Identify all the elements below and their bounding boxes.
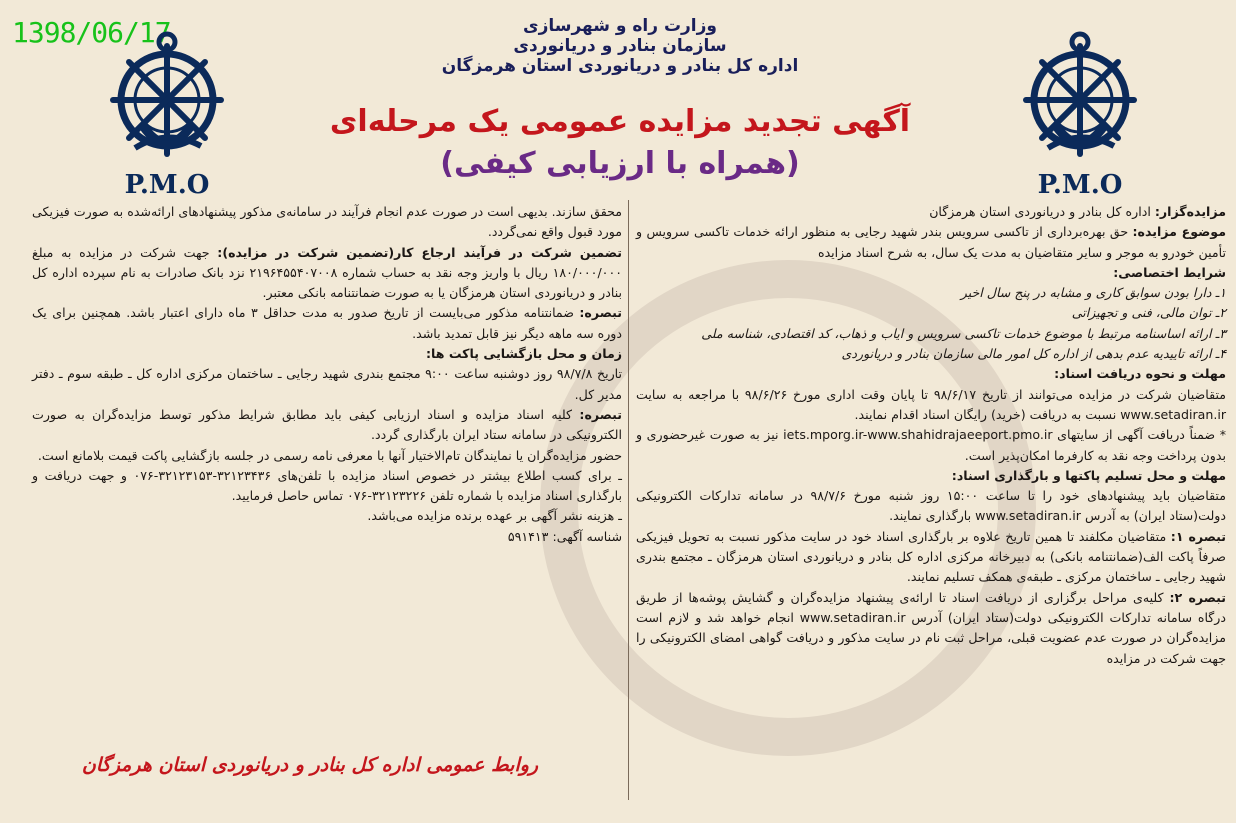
opening-text: تاریخ ۹۸/۷/۸ روز دوشنبه ساعت ۹:۰۰ مجتمع بندری شهید رجایی ـ ساختمان مرکزی اداره کل ـ طبقه سوم ـ دفتر مدیر کل. (32, 366, 623, 402)
attendance-text: حضور مزایده‌گران یا نمایندگان تام‌الاختیار آنها با معرفی نامه رسمی در جلسه بازگشایی پاکت قیمت بلامانع است. (37, 447, 622, 463)
ministry-name: وزارت راه و شهرسازی (522, 16, 717, 36)
receive-text: متقاضیان شرکت در مزایده می‌توانند از تاریخ ۹۸/۶/۱۷ تا پایان وقت اداری مورخ ۹۸/۶/۲۶ با مراجعه به سایت www.setadiran.ir نسبت به دریافت (خرید) رایگان اسناد اقدام نمایند. (636, 386, 1226, 422)
date-stamp: 1398/06/17 (12, 16, 171, 49)
column-divider (628, 200, 629, 800)
organizer-line: مزایده‌گزار: اداره کل بنادر و دریانوردی استان هرمزگان (929, 204, 1226, 219)
right-column (636, 202, 1226, 669)
conditions-heading: شرایط اختصاصی: (1113, 264, 1226, 280)
opening-heading: زمان و محل بازگشایی پاکت ها: (425, 346, 622, 362)
subject-line: موضوع مزایده: حق بهره‌برداری از تاکسی سرویس بندر شهید رجایی به منظور ارائه خدمات تاکسی سرویس و تأمین خودرو به موجر و سایر متقاضیان به مدت یک سال، به شرح اسناد مزایده (636, 224, 1226, 260)
receive-heading: مهلت و نحوه دریافت اسناد: (1054, 366, 1226, 382)
note-line: تبصره: ضمانتنامه مذکور می‌بایست از تاریخ صدور به مدت حداقل ۳ ماه دارای اعتبار باشد. همچنین برای یک دوره سه ماهه دیگر نیز قابل تمدید باشد. (32, 305, 622, 341)
note2-line: تبصره ۲: کلیه‌ی مراحل برگزاری از دریافت اسناد تا ارائه‌ی پیشنهاد مزایده‌گران و گشایش پوشه‌ها از طریق درگاه سامانه تدارکات الکترونیکی دولت(ستاد ایران) آدرس www.setadiran.ir انجام خواهد شد و لازم است مزایده‌گران در صورت عدم عضویت قبلی، مراحل ثبت نام در سایت مذکور و دریافت گواهی امضای الکترونیکی را جهت شرکت در مزایده (636, 589, 1226, 666)
cost-text: ـ هزینه نشر آگهی بر عهده برنده مزایده می‌باشد. (367, 508, 622, 524)
department-name: اداره کل بنادر و دریانوردی استان هرمزگان (441, 56, 799, 76)
condition-item: ۲ـ توان مالی، فنی و تجهیزاتی (1071, 305, 1226, 321)
submit-text: متقاضیان باید پیشنهادهای خود را تا ساعت ۱۵:۰۰ روز شنبه مورخ ۹۸/۷/۶ در سامانه تدارکات الکترونیکی دولت(ستاد ایران) به آدرس www.setadiran.ir بارگذاری نمایند. (636, 488, 1226, 524)
header-block (330, 16, 910, 76)
condition-item: ۳ـ ارائه اساسنامه مرتبط با موضوع خدمات تاکسی سرویس و ایاب و ذهاب، کد اقتصادی، شناسه ملی (701, 325, 1226, 341)
submit-heading: مهلت و محل تسلیم پاکتها و بارگذاری اسناد: (951, 467, 1226, 483)
organization-name: سازمان بنادر و دریانوردی (513, 36, 727, 56)
logo-caption: P.M.O (124, 170, 210, 200)
intro-text: محقق سازند. بدیهی است در صورت عدم انجام فرآیند در سامانه‌ی مذکور پیشنهادهای ارائه‌شده به صورت فیزیکی مورد قبول واقع نمی‌گردد. (32, 204, 622, 240)
anchor-wheel-icon (1010, 28, 1150, 168)
contact-text: ـ برای کسب اطلاع بیشتر در خصوص اسناد مزایده با تلفن‌های ۳۲۱۲۳۴۳۶-۳۲۱۲۳۱۵۳-۰۷۶ و جهت دریافت و بارگذاری اسناد مزایده با شماره تلفن ۳۲۱۲۳۲۲۶-۰۷۶ تماس حاصل فرمایید. (32, 467, 622, 504)
footer-signature: روابط عمومی اداره کل بنادر و دریانوردی استان هرمزگان (81, 754, 539, 776)
left-column (32, 202, 622, 547)
logo-caption: P.M.O (1037, 170, 1123, 200)
ad-id: شناسه آگهی: ۵۹۱۴۱۳ (507, 528, 622, 544)
note3-line: تبصره: کلیه اسناد مزایده و اسناد ارزیابی کیفی باید مطابق شرایط مذکور توسط مزایده‌گران به صورت الکترونیکی در سامانه ستاد ایران بارگذاری گردد. (32, 406, 622, 443)
receive-note: * ضمناً دریافت آگهی از سایتهای iets.mporg.ir-www.shahidrajaeeport.pmo.ir نیز به صورت غیرحضوری و بدون پرداخت وجه نقد به کارفرما امکان‌پذیر است. (636, 427, 1226, 463)
guarantee-line: تضمین شرکت در فرآیند ارجاع کار(تضمین شرکت در مزایده): جهت شرکت در مزایده به مبلغ ۱۸۰/۰۰۰/۰۰۰ ریال با واریز وجه نقد به حساب شماره ۲۱۹۶۴۵۵۴۰۷۰۰۸ نزد بانک صادرات به نام سپرده اداره کل بنادر و دریانوردی استان هرمزگان یا به صورت ضمانتنامه بانکی معتبر. (32, 244, 622, 301)
ad-subtitle: (همراه با ارزیابی کیفی) (440, 146, 800, 181)
condition-item: ۱ـ دارا بودن سوابق کاری و مشابه در پنج سال اخیر (960, 285, 1226, 301)
pmo-logo-right (1010, 28, 1150, 200)
ad-title: آگهی تجدید مزایده عمومی یک مرحله‌ای (329, 104, 911, 139)
condition-item: ۴ـ ارائه تاییدیه عدم بدهی از اداره کل امور مالی سازمان بنادر و دریانوردی (841, 346, 1226, 362)
anchor-wheel-icon (97, 28, 237, 168)
note1-line: تبصره ۱: متقاضیان مکلفند تا همین تاریخ علاوه بر بارگذاری اسناد خود در سایت مذکور نسبت به تحویل فیزیکی صرفاً پاکت الف(ضمانتنامه بانکی) به دبیرخانه مرکزی اداره کل بنادر و دریانوردی استان هرمزگان ـ مجتمع بندری شهید رجایی ـ ساختمان مرکزی ـ طبقه‌ی همکف تسلیم نمایند. (636, 528, 1226, 585)
pmo-logo-left (97, 28, 237, 200)
